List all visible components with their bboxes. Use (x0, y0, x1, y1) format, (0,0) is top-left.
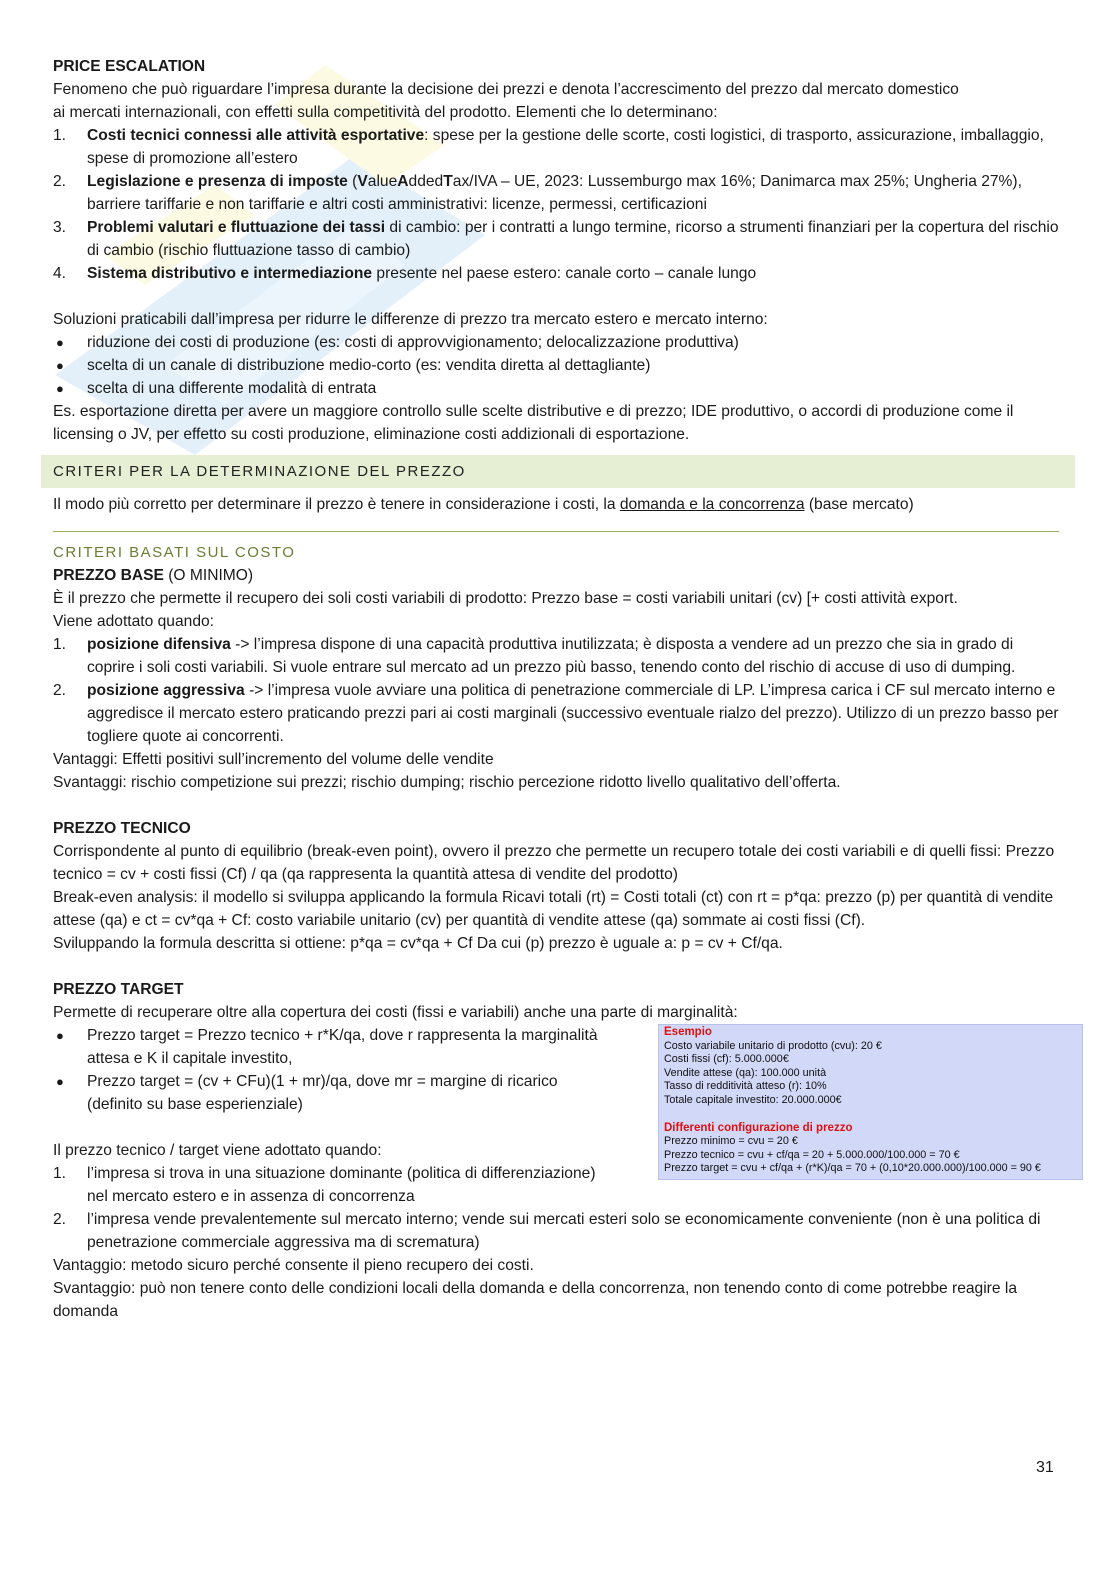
item-bold: Sistema distributivo e intermediazione (87, 265, 373, 282)
list-item (53, 633, 1063, 679)
prezzo-target-vantaggio: Vantaggio: metodo sicuro perché consente il pieno recupero dei costi. (53, 1257, 534, 1274)
list-item (53, 1162, 613, 1208)
page-number: 31 (1036, 1459, 1054, 1476)
item-bold: posizione aggressiva (87, 682, 245, 699)
example-line: Tasso di redditività atteso (r): 10% (664, 1080, 827, 1093)
prezzo-base-svantaggi: Svantaggi: rischio competizione sui prezzi; rischio dumping; rischio percezione ridotto livello qualitativo dell’offerta. (53, 774, 841, 791)
item-text: di cambio: per i contratti a lungo termine, ricorso a strumenti finanziari per la copertura del rischio di cambio (rischio fluttuazione tasso di cambio) (87, 219, 1059, 259)
list-item (53, 262, 1063, 285)
bullet-text: scelta di un canale di distribuzione medio-corto (es: vendita diretta al dettagliante) (87, 357, 651, 374)
criteri-text (53, 493, 1063, 516)
list-item (53, 1208, 1063, 1254)
prezzo-tecnico-p1: Corrispondente al punto di equilibrio (break-even point), ovvero il prezzo che permette un recupero totale dei costi variabili e di quelli fissi: Prezzo tecnico = cv + costi fissi (Cf) / qa (qa rappresenta la quantità attesa di vendite del prodotto) (53, 843, 1055, 883)
item-bold: posizione difensiva (87, 636, 231, 653)
price-escalation-title: PRICE ESCALATION (53, 58, 206, 75)
prezzo-target-block (53, 1024, 1063, 1208)
item-bold: Problemi valutari e fluttuazione dei tassi (87, 219, 386, 236)
bullet-text: Prezzo target = (cv + CFu)(1 + mr)/qa, dove mr = margine di ricarico (definito su base esperienziale) (87, 1073, 558, 1113)
item-bold: Costi tecnici connessi alle attività esportative (87, 127, 425, 144)
prezzo-target-list-1 (53, 1162, 613, 1208)
bullet-icon: ● (56, 358, 64, 373)
example-line: Costo variabile unitario di prodotto (cvu): 20 € (664, 1039, 882, 1052)
vat-letter: A (397, 173, 409, 190)
item-bold: Legislazione e presenza di imposte (87, 173, 348, 190)
prezzo-base-title (53, 564, 1063, 587)
document-page (53, 55, 1063, 1323)
list-item (53, 331, 1063, 354)
item-text: ax/IVA – UE, 2023: Lussemburgo max 16%; Danimarca max 25%; Ungheria 27%), barriere tariffarie e non tariffarie e altri costi amministrativi: licenze, permessi, certificazioni (87, 173, 1022, 213)
list-item (53, 377, 1063, 400)
section-divider (53, 531, 1059, 532)
example-paragraph: Es. esportazione diretta per avere un maggiore controllo sulle scelte distributive e di prezzo; IDE produttivo, o accordi di produzione come il licensing o JV, per effetto su costi produzione, eliminazione costi addizionali di esportazione. (53, 403, 1014, 443)
item-number: 3. (53, 219, 67, 236)
list-item (53, 1070, 613, 1116)
example-config-line: Prezzo target = cvu + cf/qa + (r*K)/qa = 70 + (0,10*20.000.000)/100.000 = 90 € (664, 1162, 1041, 1175)
item-text: presente nel paese estero: canale corto – canale lungo (372, 265, 757, 282)
solutions-list (53, 331, 1063, 400)
example-title: Esempio (664, 1026, 712, 1038)
list-item (53, 354, 1063, 377)
item-text: l’impresa vende prevalentemente sul mercato interno; vende sui mercati esteri solo se economicamente conveniente (non è una politica di penetrazione commerciale aggressiva ma di scrematura) (87, 1211, 1041, 1251)
example-config-title: Differenti configurazione di prezzo (664, 1121, 853, 1134)
item-number: 1. (53, 636, 67, 653)
prezzo-target-svantaggio: Svantaggio: può non tenere conto delle condizioni locali della domanda e della concorrenza, non tenendo conto di come potrebbe reagire la domanda (53, 1280, 1018, 1320)
item-number: 2. (53, 682, 67, 699)
item-number: 1. (53, 1165, 67, 1182)
example-config-line: Prezzo tecnico = cvu + cf/qa = 20 + 5.000.000/100.000 = 70 € (664, 1148, 960, 1161)
item-text: l’impresa si trova in una situazione dominante (politica di differenziazione) nel mercato estero e in assenza di concorrenza (87, 1165, 596, 1205)
prezzo-base-adopted: Viene adottato quando: (53, 613, 214, 630)
bullet-text: riduzione dei costi di produzione (es: costi di approvvigionamento; delocalizzazione produttiva) (87, 334, 739, 351)
item-number: 4. (53, 265, 67, 282)
bullet-icon: ● (56, 1028, 64, 1043)
prezzo-base-vantaggi: Vantaggi: Effetti positivi sull’incremento del volume delle vendite (53, 751, 494, 768)
example-config-line: Prezzo minimo = cvu = 20 € (664, 1135, 798, 1148)
example-line: Vendite attese (qa): 100.000 unità (664, 1066, 827, 1079)
prezzo-base-title-suffix: (O MINIMO) (163, 567, 254, 584)
example-line: Totale capitale investito: 20.000.000€ (664, 1093, 842, 1106)
item-number: 2. (53, 173, 67, 190)
item-text: -> l’impresa dispone di una capacità produttiva inutilizzata; è disposta a vendere ad un prezzo che sia in grado di coprire i soli costi variabili. Si vuole entrare sul mercato ad un prezzo più basso, tenendo conto del rischio di accuse di uso di dumping. (87, 636, 1016, 676)
prezzo-target-title: PREZZO TARGET (53, 981, 184, 998)
list-item (53, 1024, 613, 1070)
item-number: 1. (53, 127, 67, 144)
list-item (53, 170, 1063, 216)
item-text: -> l’impresa vuole avviare una politica di penetrazione commerciale di LP. L’impresa carica i CF sul mercato interno e aggredisce il mercato estero praticando prezzi pari ai costi marginali (successivo eventuale rialzo del prezzo). Utilizzo di un prezzo basso per togliere quote ai concorrenti. (87, 682, 1059, 745)
list-item (53, 679, 1063, 748)
example-line: Costi fissi (cf): 5.000.000€ (664, 1053, 789, 1066)
prezzo-tecnico-p3: Sviluppando la formula descritta si ottiene: p*qa = cv*qa + Cf Da cui (p) prezzo è uguale a: p = cv + Cf/qa. (53, 935, 783, 952)
vat-letter: T (443, 173, 453, 190)
bullet-text: scelta di una differente modalità di entrata (87, 380, 377, 397)
prezzo-target-intro: Permette di recuperare oltre alla copertura dei costi (fissi e variabili) anche una parte di marginalità: (53, 1004, 738, 1021)
example-box (658, 1024, 1083, 1180)
section-heading-costo: CRITERI BASATI SUL COSTO (53, 544, 296, 561)
item-text: : spese per la gestione delle scorte, costi logistici, di trasporto, assicurazione, imballaggio, spese di promozione all’estero (87, 127, 1044, 167)
item-number: 2. (53, 1211, 67, 1228)
vat-word: alue (367, 173, 398, 190)
bullet-icon: ● (56, 381, 64, 396)
prezzo-target-bullets (53, 1024, 613, 1116)
bullet-text: Prezzo target = Prezzo tecnico + r*K/qa, dove r rappresenta la marginalità attesa e K il capitale investito, (87, 1027, 598, 1067)
criteri-text-b: (base mercato) (804, 496, 914, 513)
price-escalation-intro (53, 78, 1063, 124)
section-heading-criteri: CRITERI PER LA DETERMINAZIONE DEL PREZZO (41, 455, 1075, 488)
item-text: ( (347, 173, 358, 190)
vat-word: dded (408, 173, 444, 190)
bullet-icon: ● (56, 335, 64, 350)
solutions-intro: Soluzioni praticabili dall’impresa per ridurre le differenze di prezzo tra mercato estero e mercato interno: (53, 311, 768, 328)
prezzo-target-list-2 (53, 1208, 1063, 1254)
prezzo-base-title-bold: PREZZO BASE (53, 567, 164, 584)
criteri-underlined: domanda e la concorrenza (619, 496, 805, 513)
prezzo-tecnico-title: PREZZO TECNICO (53, 820, 191, 837)
vat-letter: V (357, 173, 368, 190)
intro-line-2: ai mercati internazionali, con effetti sulla competitività del prodotto. Elementi che lo determinano: (53, 104, 718, 121)
intro-line-1: Fenomeno che può riguardare l’impresa durante la decisione dei prezzi e denota l’accrescimento del prezzo dal mercato domestico (53, 81, 959, 98)
prezzo-target-adopted: Il prezzo tecnico / target viene adottato quando: (53, 1142, 382, 1159)
criteri-text-a: Il modo più corretto per determinare il prezzo è tenere in considerazione i costi, la (53, 496, 620, 513)
prezzo-base-list (53, 633, 1063, 748)
list-item (53, 124, 1063, 170)
bullet-icon: ● (56, 1074, 64, 1089)
prezzo-base-desc: È il prezzo che permette il recupero dei soli costi variabili di prodotto: Prezzo base = costi variabili unitari (cv) [+ costi attività export. (53, 590, 958, 607)
prezzo-tecnico-p2: Break-even analysis: il modello si sviluppa applicando la formula Ricavi totali (rt) = Costi totali (ct) con rt = p*qa: prezzo (p) per quantità di vendite attese (qa) e ct = cv*qa + Cf: costo variabile unitario (cv) per quantità di vendite attese (qa) sommate ai costi fissi (Cf). (53, 889, 1054, 929)
list-item (53, 216, 1063, 262)
price-escalation-list (53, 124, 1063, 285)
